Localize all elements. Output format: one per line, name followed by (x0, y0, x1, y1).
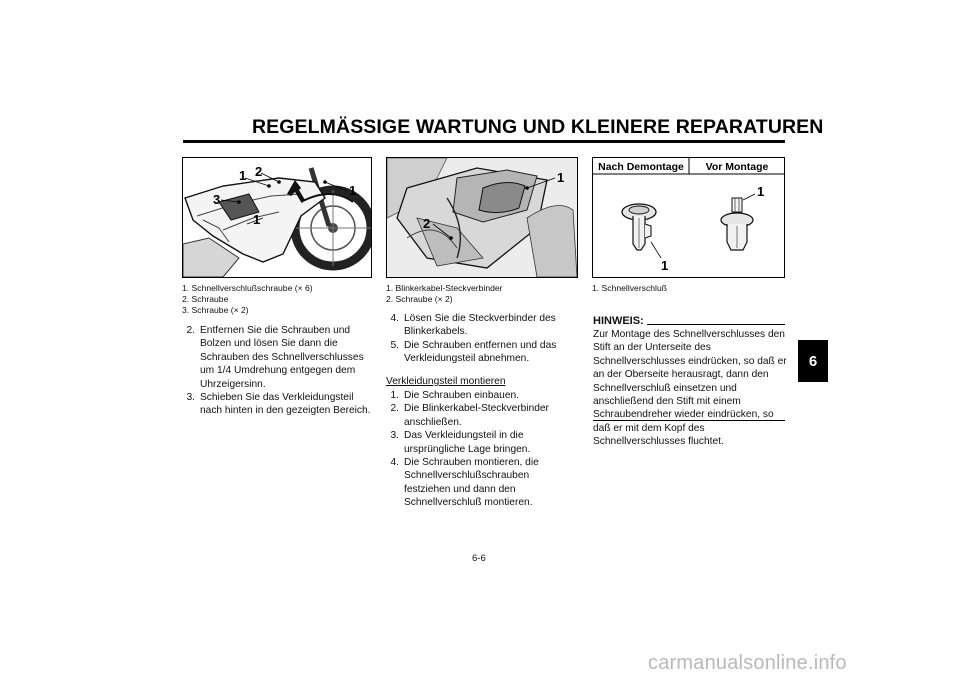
fig1-callout-1: 1 (239, 168, 247, 183)
figure-fairing-front (182, 157, 372, 278)
step-number: 5. (390, 339, 399, 351)
fig1-callout-1b: 1 (349, 183, 357, 198)
step-text: Lösen Sie die Steckverbinder des Blinkerkabels. (404, 313, 556, 338)
step-item (386, 429, 578, 456)
step-item (386, 312, 578, 339)
section-heading: Verkleidungsteil montieren (386, 376, 506, 387)
fig3-callout-1-right: 1 (757, 184, 765, 199)
column2-steps (386, 312, 578, 366)
note-label: HINWEIS: (593, 315, 644, 327)
fig1-callout-2: 2 (255, 164, 263, 179)
step-item (386, 389, 578, 402)
step-number: 4. (390, 457, 399, 469)
figure3-caption (592, 283, 667, 294)
step-number: 3. (390, 430, 399, 442)
fastener-installed-icon (721, 198, 753, 250)
note-heading-rule (647, 324, 785, 325)
title-rule (183, 140, 785, 143)
quick-fastener-illustration (593, 158, 784, 277)
figure-fairing-removal (386, 157, 578, 278)
step-number: 2. (186, 325, 195, 336)
step-text: Das Verkleidungsteil in die ursprüngliche Lage bringen. (404, 430, 531, 455)
note-bottom-rule (593, 420, 785, 421)
step-item (386, 456, 578, 510)
figure1-caption (182, 283, 313, 316)
caption-line: 3. Schraube (× 2) (182, 305, 249, 315)
caption-line: 1. Blinkerkabel-Steckverbinder (386, 283, 503, 293)
step-text: Die Schrauben einbauen. (404, 390, 519, 401)
caption-line: 1. Schnellverschluß (592, 283, 667, 293)
step-number: 4. (390, 313, 399, 324)
fig2-callout-1: 1 (557, 170, 565, 185)
fig1-callout-3: 3 (213, 192, 221, 207)
step-number: 1. (390, 390, 399, 401)
step-text: Die Blinkerkabel-Steckverbinder anschließen. (404, 403, 549, 428)
fairing-front-illustration (183, 158, 371, 277)
fig2-callout-2: 2 (423, 216, 431, 231)
caption-line: 2. Schraube (182, 294, 229, 304)
step-number: 2. (390, 403, 399, 415)
figure-quick-fastener (592, 157, 785, 278)
chapter-tab[interactable]: 6 (798, 340, 828, 382)
step-item (182, 391, 378, 418)
caption-line: 2. Schraube (× 2) (386, 294, 453, 304)
page-number: 6-6 (472, 553, 486, 564)
fig1-callout-1c: 1 (253, 212, 261, 227)
step-item (386, 339, 578, 366)
figure2-caption (386, 283, 503, 305)
note-heading (593, 313, 785, 327)
fastener-removed-icon (622, 204, 656, 250)
step-text: Die Schrauben entfernen und das Verkleidungsteil abnehmen. (404, 339, 557, 365)
header-nach-demontage: Nach Demontage (598, 161, 684, 173)
step-text: Entfernen Sie die Schrauben und Bolzen und lösen Sie dann die Schrauben des Schnellverschlusses um 1/4 Umdrehung entgegen dem Uhrzeigersinn. (200, 325, 364, 390)
watermark: carmanualsonline.info (648, 652, 847, 674)
install-steps (386, 389, 578, 510)
fig3-callout-1-left: 1 (661, 258, 669, 273)
step-text: Schieben Sie das Verkleidungsteil nach hinten in den gezeigten Bereich. (200, 392, 371, 417)
note-body: Zur Montage des Schnellverschlusses den Stift an der Unterseite des Schnellverschlusses eindrücken, so daß er an der Oberseite herausragt, dann den Schnellverschluß einsetzen und anschließend den Stift mit einem Schraubendreher wieder eindrücken, so daß er mit dem Kopf des Schnellverschlusses fluchtet. (593, 329, 787, 448)
step-text: Die Schrauben montieren, die Schnellverschlußschrauben festziehen und dann den Schnellverschluß montieren. (404, 457, 539, 509)
step-item (182, 324, 378, 391)
caption-line: 1. Schnellverschlußschraube (× 6) (182, 283, 313, 293)
header-vor-montage: Vor Montage (705, 161, 769, 173)
step-item (386, 402, 578, 429)
page-title: REGELMÄSSIGE WARTUNG UND KLEINERE REPARATUREN (252, 116, 824, 138)
step-number: 3. (186, 392, 195, 404)
column1-steps (182, 324, 378, 418)
fairing-removal-illustration (387, 158, 577, 277)
